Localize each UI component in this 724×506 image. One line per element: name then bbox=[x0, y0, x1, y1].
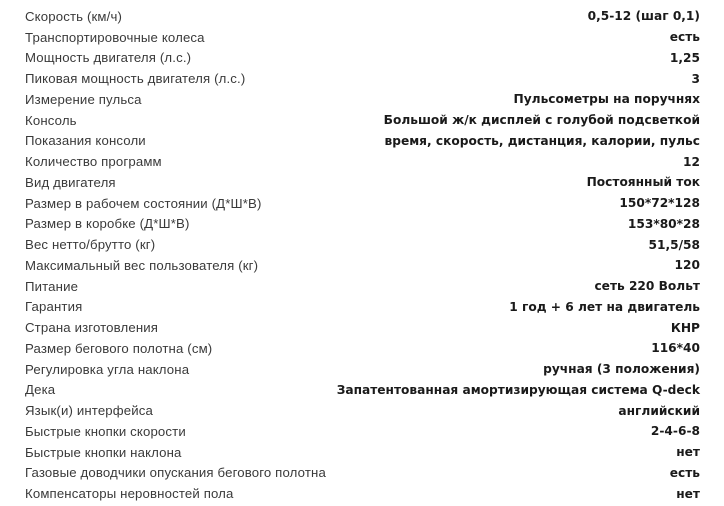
spec-value: нет bbox=[676, 445, 700, 460]
spec-row-floor-compensators bbox=[0, 483, 724, 504]
spec-label: Размер в коробке (Д*Ш*В) bbox=[25, 216, 190, 232]
spec-value: 150*72*128 bbox=[619, 196, 700, 211]
spec-value: 0,5-12 (шаг 0,1) bbox=[587, 9, 700, 24]
spec-label: Размер в рабочем состоянии (Д*Ш*В) bbox=[25, 195, 262, 211]
spec-value: Большой ж/к дисплей с голубой подсветкой bbox=[383, 113, 700, 128]
spec-value: нет bbox=[676, 486, 700, 501]
spec-label: Измерение пульса bbox=[25, 91, 142, 107]
spec-label: Вес нетто/брутто (кг) bbox=[25, 237, 156, 253]
spec-row-incline-adjustment bbox=[0, 359, 724, 380]
spec-value: КНР bbox=[670, 320, 700, 335]
spec-label: Быстрые кнопки скорости bbox=[25, 423, 186, 439]
spec-value: 51,5/58 bbox=[648, 237, 700, 252]
spec-value: Пульсометры на поручнях bbox=[513, 92, 700, 107]
spec-row-max-user-weight bbox=[0, 255, 724, 276]
spec-row-peak-power bbox=[0, 68, 724, 89]
spec-label: Размер бегового полотна (см) bbox=[25, 340, 213, 356]
spec-label: Консоль bbox=[25, 112, 77, 128]
spec-label: Скорость (км/ч) bbox=[25, 8, 123, 24]
spec-value: сеть 220 Вольт bbox=[594, 279, 700, 294]
spec-row-belt-size bbox=[0, 338, 724, 359]
spec-value: 153*80*28 bbox=[627, 216, 700, 231]
spec-value: Постоянный ток bbox=[586, 175, 700, 190]
spec-row-console-readings bbox=[0, 131, 724, 152]
spec-value: 1 год + 6 лет на двигатель bbox=[509, 299, 700, 314]
spec-label: Компенсаторы неровностей пола bbox=[25, 486, 234, 502]
spec-value: 2-4-6-8 bbox=[650, 424, 700, 439]
spec-row-warranty bbox=[0, 297, 724, 318]
spec-value: 116*40 bbox=[651, 341, 700, 356]
spec-label: Транспортировочные колеса bbox=[25, 29, 205, 45]
spec-label: Страна изготовления bbox=[25, 320, 159, 336]
spec-label: Дека bbox=[25, 382, 56, 398]
spec-label: Пиковая мощность двигателя (л.с.) bbox=[25, 71, 246, 87]
spec-row-speed-buttons bbox=[0, 421, 724, 442]
spec-value: Запатентованная амортизирующая система Q-deck bbox=[336, 382, 700, 397]
specifications-table bbox=[0, 6, 724, 504]
spec-label: Газовые доводчики опускания бегового полотна bbox=[25, 465, 326, 481]
spec-row-box-size bbox=[0, 214, 724, 235]
spec-label: Максимальный вес пользователя (кг) bbox=[25, 257, 259, 273]
spec-label: Гарантия bbox=[25, 299, 83, 315]
spec-value: английский bbox=[618, 403, 700, 418]
spec-value: ручная (3 положения) bbox=[543, 362, 700, 377]
spec-value: 1,25 bbox=[669, 50, 700, 65]
spec-row-pulse-measurement bbox=[0, 89, 724, 110]
spec-row-motor-type bbox=[0, 172, 724, 193]
spec-row-console bbox=[0, 110, 724, 131]
spec-row-gas-dampers bbox=[0, 463, 724, 484]
spec-label: Питание bbox=[25, 278, 79, 294]
spec-value: 12 bbox=[683, 154, 700, 169]
spec-label: Быстрые кнопки наклона bbox=[25, 444, 182, 460]
spec-label: Язык(и) интерфейса bbox=[25, 403, 154, 419]
spec-value: 120 bbox=[674, 258, 700, 273]
spec-label: Мощность двигателя (л.с.) bbox=[25, 50, 192, 66]
spec-value: время, скорость, дистанция, калории, пульс bbox=[384, 133, 700, 148]
spec-row-motor-power bbox=[0, 48, 724, 69]
spec-row-working-size bbox=[0, 193, 724, 214]
spec-value: 3 bbox=[691, 71, 700, 86]
spec-row-program-count bbox=[0, 151, 724, 172]
spec-value: есть bbox=[669, 30, 700, 45]
spec-row-interface-language bbox=[0, 400, 724, 421]
spec-value: есть bbox=[669, 465, 700, 480]
spec-row-country bbox=[0, 317, 724, 338]
spec-row-speed bbox=[0, 6, 724, 27]
spec-row-transport-wheels bbox=[0, 27, 724, 48]
spec-label: Количество программ bbox=[25, 154, 162, 170]
spec-row-weight bbox=[0, 234, 724, 255]
spec-label: Показания консоли bbox=[25, 133, 146, 149]
spec-row-deck bbox=[0, 380, 724, 401]
spec-label: Регулировка угла наклона bbox=[25, 361, 190, 377]
spec-row-incline-buttons bbox=[0, 442, 724, 463]
spec-label: Вид двигателя bbox=[25, 174, 116, 190]
spec-row-power-supply bbox=[0, 276, 724, 297]
